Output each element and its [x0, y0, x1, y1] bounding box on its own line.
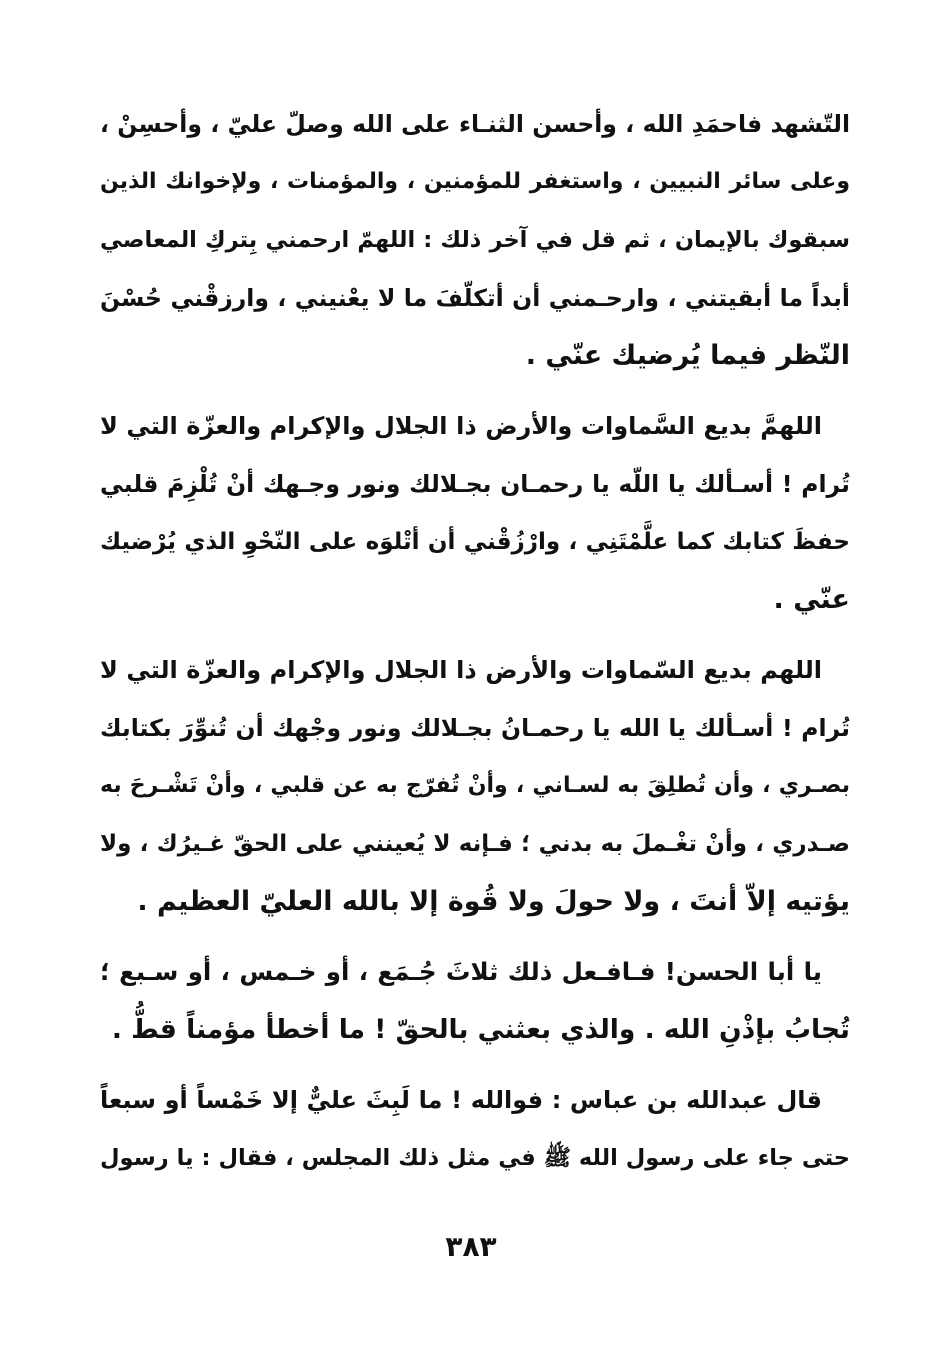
text-line: اللهم بديع السّماوات والأرض ذا الجلال والإكرام والعزّة التي لا [100, 656, 822, 684]
paragraph-gap [100, 629, 850, 641]
text-line: يؤتيه إلاّ أنتَ ، ولا حولَ ولا قُوة إلا بالله العليّ العظيم . [137, 886, 850, 917]
text-line: تُجابُ بإذْنِ الله . والذي بعثني بالحقّ ! ما أخطأ مؤمناً قطُّ . [111, 1014, 850, 1045]
paragraph-gap [100, 385, 850, 397]
text-line: اللهمَّ بديع السَّماوات والأرض ذا الجلال والإكرام والعزّة التي لا [100, 412, 822, 440]
text-line: حفظَ كتابك كما علَّمْتَنِي ، وارْزُقْني أن أتْلوَه على النّحْوِ الذي يُرْضيك [100, 529, 850, 555]
text-line: تُرام ! أسـألك يا اللّه يا رحمـان بجـلالك ونور وجـهك أنْ تُلْزِمَ قلبي [100, 470, 850, 498]
text-line: تُرام ! أسـألك يا الله يا رحمـانُ بجـلالك ونور وجْهك أن تُنوِّرَ بكتابك [100, 714, 850, 742]
text-line: وعلى سائر النبيين ، واستغفر للمؤمنين ، والمؤمنات ، ولإخوانك الذين [100, 169, 850, 194]
paragraph [100, 943, 850, 1059]
text-line: حتى جاء على رسول الله ﷺ في مثل ذلك المجلس ، فقال : يا رسول [100, 1145, 850, 1171]
page-number: ٣٨٣ [445, 1230, 497, 1263]
paragraph-gap [100, 931, 850, 943]
text-line: سبقوك بالإيمان ، ثم قل في آخر ذلك : اللهمّ ارحمني بِتركِ المعاصي [100, 227, 850, 253]
text-line: التّشهد فاحمَدِ الله ، وأحسن الثنـاء على الله وصلّ عليّ ، وأحسِنْ ، [100, 110, 850, 138]
text-line: صـدري ، وأنْ تغْـملَ به بدني ؛ فـإنه لا يُعينني على الحقّ غـيرُك ، ولا [100, 831, 850, 857]
text-line: النّظر فيما يُرضيك عنّي . [525, 340, 850, 371]
text-line: بصـري ، وأن تُطلِقَ به لسـاني ، وأنْ تُفرّج به عن قلبي ، وأنْ تَشْـرحَ به [100, 773, 850, 798]
text-line: عنّي . [773, 584, 850, 615]
text-line: يا أبا الحسن! فـافـعل ذلك ثلاثَ جُـمَع ، أو خـمس ، أو سـبع ؛ [100, 957, 822, 986]
body-text [100, 95, 850, 1187]
paragraph [100, 397, 850, 629]
text-line: أبداً ما أبقيتني ، وارحـمني أن أتكلّفَ ما لا يعْنيني ، وارزقْني حُسْنَ [100, 284, 850, 312]
paragraph [100, 1071, 850, 1187]
paragraph-gap [100, 1059, 850, 1071]
paragraph [100, 641, 850, 931]
text-line: قال عبدالله بن عباس : فوالله ! ما لَبِثَ عليٌّ إلا خَمْساً أو سبعاً [100, 1086, 822, 1114]
paragraph [100, 95, 850, 385]
